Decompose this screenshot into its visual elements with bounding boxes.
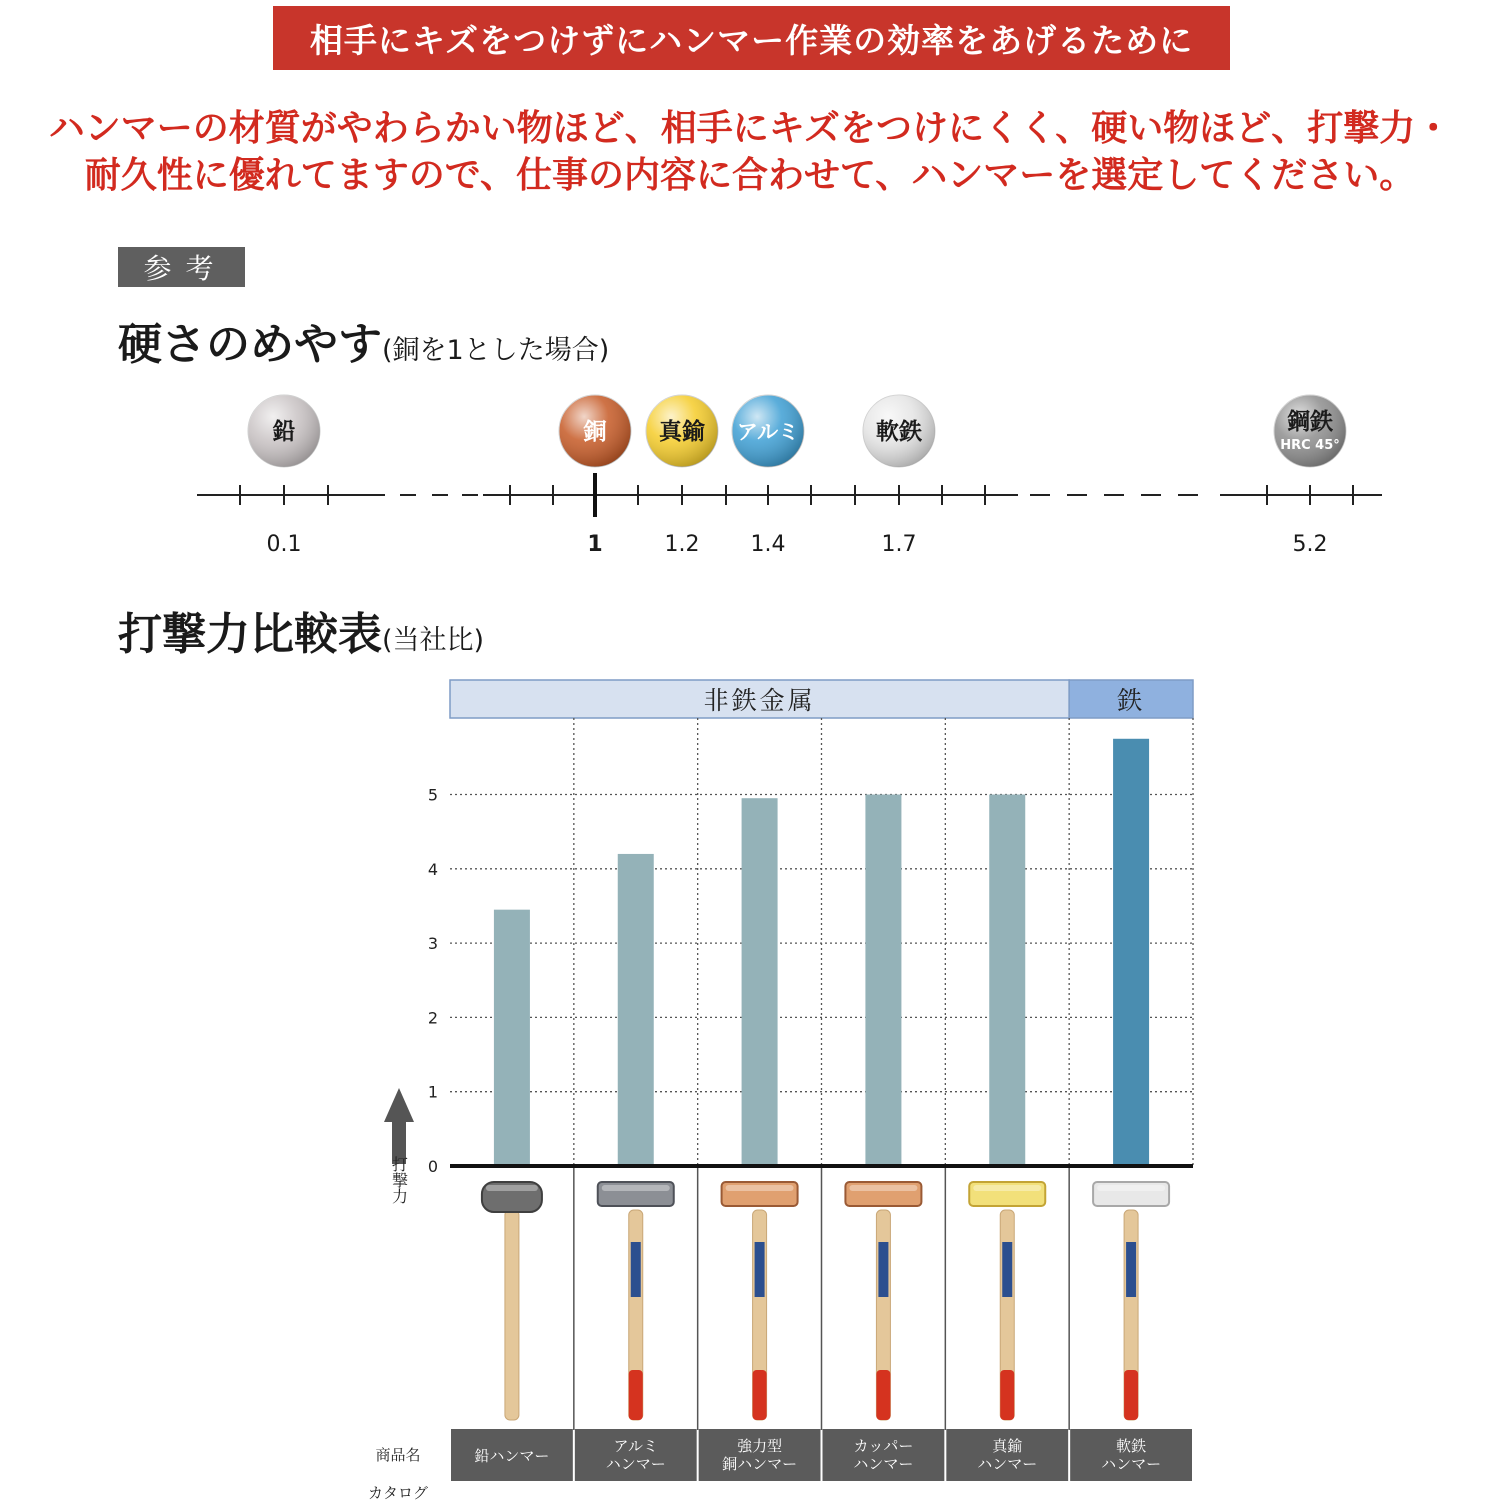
chart-bars xyxy=(494,739,1149,1166)
hardness-value: 1.4 xyxy=(750,532,786,557)
y-tick-label: 5 xyxy=(427,785,438,805)
material-name: 鋼鉄 xyxy=(1287,409,1333,435)
product-name: 軟鉄ハンマー xyxy=(1101,1437,1162,1473)
hammer-icon xyxy=(722,1182,798,1420)
hammer-icon xyxy=(482,1182,542,1420)
hammer-icon xyxy=(845,1182,921,1420)
hardness-subtitle: (銅を1とした場合) xyxy=(382,335,610,366)
bar xyxy=(1113,739,1149,1166)
material-name: 真鍮 xyxy=(659,419,705,445)
lead-text-line-2: 耐久性に優れてますので、仕事の内容に合わせて、ハンマーを選定してください。 xyxy=(84,155,1416,196)
bar xyxy=(618,854,654,1166)
material-name: 鉛 xyxy=(272,419,296,445)
product-name: 鉛ハンマー xyxy=(474,1447,550,1465)
material-name: 銅 xyxy=(583,419,607,445)
y-tick-label: 2 xyxy=(427,1008,438,1028)
group-label: 鉄 xyxy=(1117,686,1146,715)
impact-chart xyxy=(0,670,1500,1500)
up-arrow-icon xyxy=(384,1088,414,1164)
product-name: 強力型銅ハンマー xyxy=(722,1437,798,1473)
bar xyxy=(742,798,778,1166)
hardness-value: 5.2 xyxy=(1292,532,1328,557)
hardness-heading xyxy=(118,308,609,372)
bar xyxy=(865,795,901,1167)
bar xyxy=(989,795,1025,1167)
hardness-value: 1 xyxy=(587,532,603,557)
reference-badge: 参考 xyxy=(118,247,245,287)
product-name: アルミハンマー xyxy=(605,1437,666,1473)
hammer-icon xyxy=(969,1182,1045,1420)
bar xyxy=(494,910,530,1166)
scale-balls xyxy=(248,395,1346,557)
y-axis-label: 打撃力 xyxy=(389,1156,409,1204)
hammer-photos xyxy=(482,1168,1169,1430)
hardness-value: 0.1 xyxy=(266,532,302,557)
chart-group-header xyxy=(450,680,1193,718)
chart-grid xyxy=(450,718,1193,1166)
product-name: カッパーハンマー xyxy=(853,1437,914,1473)
product-row-label: 商品名 xyxy=(375,1446,421,1464)
impact-subtitle: (当社比) xyxy=(382,625,485,656)
y-tick-label: 1 xyxy=(427,1082,438,1102)
y-tick-label: 0 xyxy=(427,1157,438,1176)
material-name: アルミ xyxy=(736,420,800,444)
hammer-icon xyxy=(1093,1182,1169,1420)
impact-heading xyxy=(118,598,484,662)
y-tick-label: 4 xyxy=(427,859,438,879)
catalog-row-label: カタログ xyxy=(367,1484,429,1500)
impact-title: 打撃力比較表 xyxy=(118,609,382,660)
material-name: 軟鉄 xyxy=(876,419,922,445)
hardness-value: 1.2 xyxy=(664,532,700,557)
product-name-row xyxy=(368,1429,1192,1500)
title-banner: 相手にキズをつけずにハンマー作業の効率をあげるために xyxy=(273,6,1230,70)
y-tick-label: 3 xyxy=(427,934,438,954)
hardness-scale xyxy=(0,385,1500,565)
hardness-value: 1.7 xyxy=(881,532,917,557)
hardness-title: 硬さのめやす xyxy=(118,319,382,370)
hammer-icon xyxy=(598,1182,674,1420)
group-label: 非鉄金属 xyxy=(703,686,816,715)
material-note: HRC 45° xyxy=(1280,438,1340,453)
lead-text-line-1: ハンマーの材質がやわらかい物ほど、相手にキズをつけにくく、硬い物ほど、打撃力・ xyxy=(48,108,1452,149)
product-name: 真鍮ハンマー xyxy=(977,1437,1038,1473)
scale-axis xyxy=(197,473,1382,517)
